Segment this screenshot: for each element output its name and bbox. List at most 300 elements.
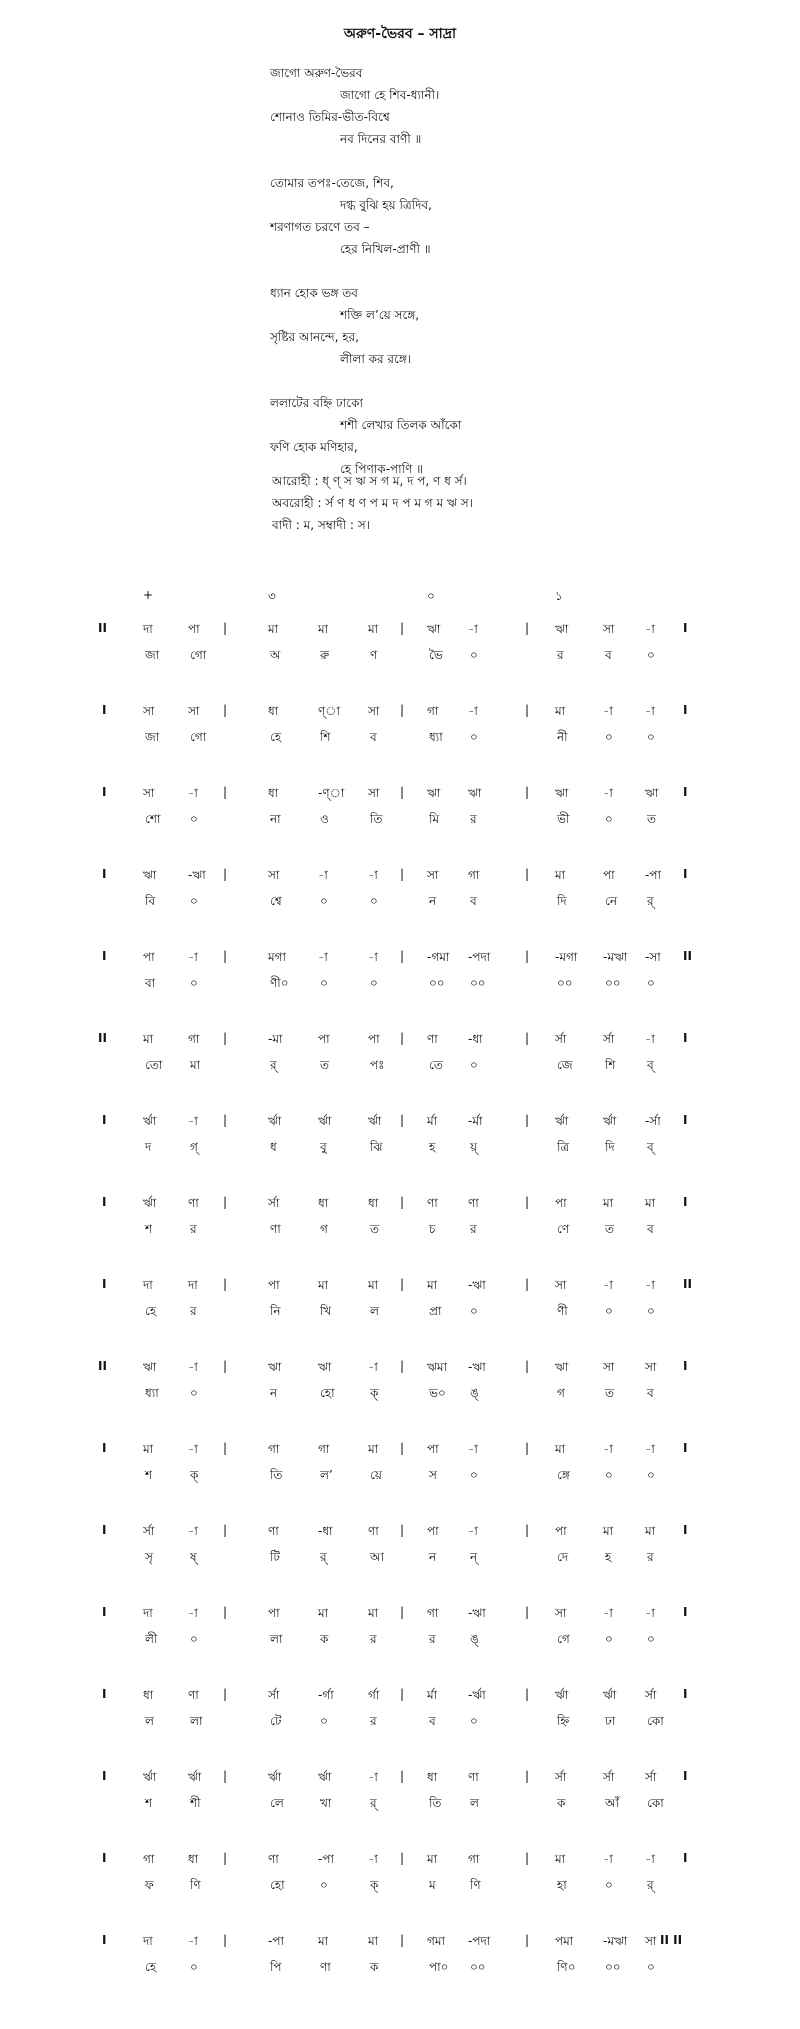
swara-note: পা [368, 1032, 380, 1046]
bar-line-end: I [683, 785, 688, 799]
lyric-syllable: তি [270, 1468, 283, 1482]
swara-note: -া [645, 704, 655, 718]
vibhag-separator: | [400, 703, 405, 717]
lyric-syllable: ০ [647, 1960, 655, 1974]
tala-marker: ৩ [268, 589, 276, 603]
swara-note: র্সা [603, 1032, 615, 1046]
swara-note: ধা [268, 704, 279, 718]
notation-row [0, 615, 800, 675]
swara-note: দা [188, 1278, 198, 1292]
lyric-syllable: কো [647, 1796, 664, 1810]
lyric-syllable: ত [605, 1222, 615, 1236]
lyric-syllable: ক [320, 1632, 329, 1646]
swara-note: ধা [318, 1196, 329, 1210]
lyric-syllable: র [190, 1304, 197, 1318]
swara-note: গা [143, 1852, 155, 1866]
lyric-line: জাগো হে শিব-ধ্যানী। [340, 88, 440, 102]
swara-note: মা [555, 868, 566, 882]
bar-line-start: I [102, 1605, 107, 1619]
lyric-syllable: ন [270, 1386, 278, 1400]
lyric-syllable: ধ্যা [429, 730, 443, 744]
bar-line-start: I [102, 1851, 107, 1865]
swara-note: -া [645, 622, 655, 636]
swara-note: র্ঋা [268, 1114, 282, 1128]
swara-note: ঋা [645, 786, 659, 800]
lyric-syllable: ০ [190, 1960, 198, 1974]
lyric-syllable: র [370, 1714, 377, 1728]
lyric-syllable: ণী [557, 1304, 568, 1318]
vibhag-separator: | [223, 1769, 228, 1783]
swara-note: গা [427, 1606, 439, 1620]
bar-line-start: I [102, 1113, 107, 1127]
vibhag-separator: | [400, 1113, 405, 1127]
swara-note: র্মা [427, 1688, 438, 1702]
bar-line-start: II [98, 1031, 107, 1045]
bar-line-start: I [102, 703, 107, 717]
swara-note: -ঋা [188, 868, 206, 882]
swara-note: ঋা [555, 622, 569, 636]
swara-note: -র্সা [645, 1114, 661, 1128]
swara-note: -া [188, 1114, 198, 1128]
lyric-syllable: ঝি [370, 1140, 383, 1154]
lyric-syllable: ক্ [370, 1878, 379, 1892]
swara-note: মা [268, 622, 279, 636]
lyric-syllable: দ [145, 1140, 152, 1154]
swara-note: -া [368, 868, 378, 882]
swara-note: মা [645, 1524, 656, 1538]
swara-note: -া [188, 1360, 198, 1374]
lyric-syllable: ণ [370, 648, 378, 662]
lyric-syllable: ০ [470, 648, 478, 662]
lyric-syllable: ০ [320, 976, 328, 990]
lyric-syllable: ণী০ [270, 976, 289, 990]
notation-row [0, 779, 800, 839]
vibhag-separator: | [223, 1359, 228, 1373]
swara-note: -া [368, 950, 378, 964]
vibhag-separator: | [400, 1277, 405, 1291]
lyric-syllable: ০ [605, 812, 613, 826]
lyric-syllable: ণা [270, 1222, 281, 1236]
swara-note: গা [427, 704, 439, 718]
notation-row [0, 1271, 800, 1331]
vibhag-separator: | [223, 1605, 228, 1619]
bar-line-end: I [683, 1359, 688, 1373]
lyric-syllable: বু [320, 1140, 327, 1154]
lyric-syllable: ব্ [647, 1140, 654, 1154]
bar-line-start: I [102, 1441, 107, 1455]
vibhag-separator: | [400, 1441, 405, 1455]
swara-note: -া [645, 1032, 655, 1046]
lyric-syllable: না [270, 812, 281, 826]
vibhag-separator: | [525, 1031, 530, 1045]
bar-line-start: I [102, 1769, 107, 1783]
bar-line-end: II [683, 1277, 692, 1291]
lyric-syllable: হ [429, 1140, 436, 1154]
lyric-syllable: ০ [470, 1714, 478, 1728]
lyric-syllable: ০ [370, 894, 378, 908]
lyric-syllable: ০ [190, 976, 198, 990]
notation-row [0, 1681, 800, 1741]
bar-line-start: I [102, 1687, 107, 1701]
lyric-syllable: র [190, 1222, 197, 1236]
swara-note: -া [368, 1770, 378, 1784]
swara-note: -া [368, 1852, 378, 1866]
lyric-syllable: র [647, 1550, 654, 1564]
lyric-syllable: র [557, 648, 564, 662]
vibhag-separator: | [223, 1523, 228, 1537]
swara-note: সা [368, 786, 380, 800]
lyric-syllable: শি [605, 1058, 616, 1072]
swara-note: মা [555, 1442, 566, 1456]
lyric-syllable: তে [429, 1058, 443, 1072]
bar-line-start: II [98, 1359, 107, 1373]
vibhag-separator: | [400, 1359, 405, 1373]
vibhag-separator: | [525, 1933, 530, 1947]
lyric-syllable: ব [605, 648, 612, 662]
swara-note: সা [555, 1606, 567, 1620]
lyric-syllable: ব [370, 730, 377, 744]
vibhag-separator: | [525, 867, 530, 881]
vibhag-separator: | [525, 621, 530, 635]
lyric-syllable: লা [190, 1714, 203, 1728]
vibhag-separator: | [223, 785, 228, 799]
vibhag-separator: | [525, 1851, 530, 1865]
vibhag-separator: | [223, 1113, 228, 1127]
lyric-syllable: র্ [647, 894, 654, 908]
vibhag-separator: | [400, 621, 405, 635]
vibhag-separator: | [525, 1769, 530, 1783]
lyric-syllable: র্ [270, 1058, 277, 1072]
swara-note: -পদা [468, 1934, 491, 1948]
swara-note: র্ঋা [143, 1196, 157, 1210]
swara-note: -পা [645, 868, 661, 882]
swara-note: ধা [268, 786, 279, 800]
swara-note: ঋা [427, 622, 441, 636]
swara-note: ধা [368, 1196, 379, 1210]
swara-note: র্ঋা [368, 1114, 382, 1128]
lyric-syllable: টে [270, 1714, 282, 1728]
swara-note: ধা [188, 1852, 199, 1866]
notation-row [0, 1599, 800, 1659]
lyric-syllable: ০০ [429, 976, 445, 990]
swara-note: মা [318, 1278, 329, 1292]
swara-note: র্সা [555, 1770, 567, 1784]
swara-note: -র্ঋা [468, 1688, 486, 1702]
swara-note: গা [468, 868, 480, 882]
swara-note: -গমা [427, 950, 450, 964]
swara-note: ঋা [555, 1360, 569, 1374]
swara-note: -ঋা [468, 1606, 486, 1620]
lyric-syllable: হা [557, 1878, 567, 1892]
swara-note: ঋা [427, 786, 441, 800]
notation-row [0, 697, 800, 757]
bar-line-end: I [683, 703, 688, 717]
swara-note: গমা [427, 1934, 446, 1948]
lyric-syllable: ল [370, 1304, 379, 1318]
swara-note: ঋা [468, 786, 482, 800]
lyric-syllable: ০ [605, 1468, 613, 1482]
swara-note: মা [603, 1196, 614, 1210]
lyric-syllable: লী [145, 1632, 158, 1646]
vibhag-separator: | [223, 1031, 228, 1045]
lyric-syllable: ব [647, 1222, 654, 1236]
lyric-syllable: নী [557, 730, 568, 744]
lyric-syllable: শ্বে [270, 894, 282, 908]
lyric-syllable: খি [320, 1304, 332, 1318]
swara-note: মা [368, 1278, 379, 1292]
swara-note: র্ঋা [555, 1688, 569, 1702]
vibhag-separator: | [400, 785, 405, 799]
swara-note: ণা [268, 1852, 279, 1866]
bar-line-start: I [102, 1933, 107, 1947]
swara-note: ণা [468, 1770, 479, 1784]
lyric-syllable: ত [370, 1222, 380, 1236]
lyric-syllable: ০০ [557, 976, 573, 990]
swara-note: ণা [188, 1688, 199, 1702]
bar-line-end: I [683, 1851, 688, 1865]
lyric-syllable: আ [370, 1550, 384, 1564]
notation-row [0, 861, 800, 921]
swara-note: মা [318, 1606, 329, 1620]
vibhag-separator: | [223, 1851, 228, 1865]
swara-note: -ঋা [468, 1278, 486, 1292]
vibhag-separator: | [525, 1359, 530, 1373]
lyric-line: হে পিণাক-পাণি ॥ [340, 462, 423, 476]
lyric-syllable: ত [320, 1058, 330, 1072]
tala-marker: + [143, 588, 154, 602]
lyric-syllable: র্ [320, 1550, 327, 1564]
lyric-syllable: প্রা [429, 1304, 442, 1318]
lyric-syllable: ফ [145, 1878, 154, 1892]
lyric-line: হের নিখিল-প্রাণী ॥ [340, 242, 431, 256]
swara-note: -ঋা [468, 1360, 486, 1374]
swara-note: গা [188, 1032, 200, 1046]
lyric-syllable: ভৈ [429, 648, 443, 662]
lyric-syllable: পা০ [429, 1960, 449, 1974]
swara-note: র্ঋা [188, 1770, 202, 1784]
swara-note: -া [603, 786, 613, 800]
swara-note: র্সা [555, 1032, 567, 1046]
vibhag-separator: | [525, 785, 530, 799]
lyric-syllable: পঃ [370, 1058, 385, 1072]
swara-note: -া [188, 786, 198, 800]
swara-note: -সা [645, 950, 661, 964]
lyric-syllable: হ্নি [557, 1714, 570, 1728]
lyric-syllable: ০ [605, 1304, 613, 1318]
swara-note: -া [645, 1606, 655, 1620]
lyric-syllable: ণি [190, 1878, 201, 1892]
swara-note: সা [645, 1360, 657, 1374]
vibhag-separator: | [223, 1687, 228, 1701]
lyric-syllable: ০০ [470, 976, 486, 990]
lyric-syllable: ক [557, 1796, 566, 1810]
lyric-syllable: দি [605, 1140, 615, 1154]
lyric-syllable: কো [647, 1714, 664, 1728]
vibhag-separator: | [223, 1195, 228, 1209]
swara-note: মা [427, 1852, 438, 1866]
swara-note: ণা [468, 1196, 479, 1210]
vibhag-separator: | [400, 1851, 405, 1865]
lyric-syllable: র্ [370, 1796, 377, 1810]
lyric-syllable: ০ [647, 1304, 655, 1318]
lyric-syllable: ণি [470, 1878, 481, 1892]
lyric-syllable: নে [605, 894, 618, 908]
lyric-line: শোনাও তিমির-ভীত-বিশ্বে [270, 110, 390, 124]
swara-note: পা [555, 1524, 567, 1538]
lyric-syllable: ন [429, 1550, 437, 1564]
song-title: অরুণ-ভৈরব – সাদ্রা [343, 26, 457, 42]
lyric-line: শক্তি ল’য়ে সঙ্গে, [340, 308, 420, 322]
lyric-syllable: ক [370, 1960, 379, 1974]
lyric-syllable: শ [145, 1796, 153, 1810]
bar-line-end: I [683, 1031, 688, 1045]
swara-note: র্সা [143, 1524, 155, 1538]
swara-note: -র্গা [318, 1688, 334, 1702]
lyric-syllable: ঢা [605, 1714, 616, 1728]
lyric-syllable: ০০ [470, 1960, 486, 1974]
lyric-line: জাগো অরুণ-ভৈরব [270, 66, 363, 80]
lyric-syllable: ধ [270, 1140, 277, 1154]
swara-note: র্মা [427, 1114, 438, 1128]
lyric-line: সৃষ্টির আনন্দে, হর, [270, 330, 359, 344]
swara-note: ধা [427, 1770, 438, 1784]
swara-note: -ধা [318, 1524, 333, 1538]
swara-note: সা [268, 868, 280, 882]
avaroha-line: অবরোহী : র্স ণ ধ ণ প ম দ প ম গ ম ঋ স। [272, 496, 473, 510]
lyric-syllable: দি [557, 894, 567, 908]
vadi-samvadi-line: বাদী : ম, সম্বাদী : স। [272, 518, 370, 532]
lyric-syllable: ০০ [605, 1960, 621, 1974]
vibhag-separator: | [525, 1687, 530, 1701]
vibhag-separator: | [525, 1441, 530, 1455]
bar-line-end: I [683, 621, 688, 635]
vibhag-separator: | [525, 703, 530, 717]
vibhag-separator: | [400, 1933, 405, 1947]
swara-note: -মঋা [603, 950, 628, 964]
lyric-line: তোমার তপঃ-তেজে, শিব, [270, 176, 394, 190]
swara-note: -া [645, 1852, 655, 1866]
notation-row [0, 1435, 800, 1495]
lyric-syllable: আঁ [605, 1796, 619, 1810]
lyric-line: শরণাগত চরণে তব – [270, 220, 370, 234]
lyric-syllable: ০ [470, 1468, 478, 1482]
swara-note: -পা [268, 1934, 284, 1948]
lyric-syllable: ০ [470, 1058, 478, 1072]
lyric-syllable: গ [320, 1222, 328, 1236]
swara-note: র্সা [603, 1770, 615, 1784]
vibhag-separator: | [223, 703, 228, 717]
lyric-syllable: ০ [605, 1632, 613, 1646]
lyrics-block [270, 62, 600, 480]
lyric-syllable: ল [145, 1714, 154, 1728]
swara-note: -া [468, 1442, 478, 1456]
notation-row [0, 1845, 800, 1905]
lyric-syllable: বা [145, 976, 156, 990]
lyric-syllable: ০ [470, 1304, 478, 1318]
swara-note: -া [603, 1606, 613, 1620]
swara-note: -া [318, 868, 328, 882]
swara-note: র্ঋা [318, 1114, 332, 1128]
vibhag-separator: | [223, 867, 228, 881]
lyric-syllable: ০০ [605, 976, 621, 990]
swara-note: দা [143, 1606, 153, 1620]
swara-note: গা [268, 1442, 280, 1456]
lyric-syllable: ও [320, 812, 329, 826]
lyric-syllable: শি [320, 730, 331, 744]
lyric-syllable: য়ে [370, 1468, 382, 1482]
swara-note: পা [268, 1278, 280, 1292]
lyric-syllable: হে [145, 1304, 157, 1318]
lyric-line: দগ্ধ বুঝি হয় ত্রিদিব, [340, 198, 432, 212]
lyric-syllable: ০ [320, 1714, 328, 1728]
swara-note: মা [368, 1934, 379, 1948]
lyric-syllable: স [429, 1468, 437, 1482]
swara-note: মা [603, 1524, 614, 1538]
bar-line-end: I [683, 1195, 688, 1209]
vibhag-separator: | [400, 1031, 405, 1045]
lyric-syllable: ল [470, 1796, 479, 1810]
swara-note: র্গা [368, 1688, 380, 1702]
lyric-syllable: চ [429, 1222, 436, 1236]
lyric-syllable: ত [647, 812, 657, 826]
lyric-syllable: ০ [190, 1386, 198, 1400]
lyric-syllable: ক্ [190, 1468, 199, 1482]
lyric-syllable: ০ [190, 894, 198, 908]
swara-note: -মগা [555, 950, 578, 964]
bar-line-end: I [683, 867, 688, 881]
vibhag-separator: | [525, 1523, 530, 1537]
swara-note: মা [318, 622, 329, 636]
vibhag-separator: | [525, 1605, 530, 1619]
swara-note: সা [143, 786, 155, 800]
lyric-syllable: ০ [190, 812, 198, 826]
swara-note: -মা [268, 1032, 283, 1046]
lyric-syllable: ০ [605, 1878, 613, 1892]
swara-note: -া [368, 1360, 378, 1374]
swara-note: -া [188, 1934, 198, 1948]
notation-row [0, 1927, 800, 1987]
swara-note: ণা [268, 1524, 279, 1538]
swara-note: মা [143, 1442, 154, 1456]
lyric-syllable: ০ [647, 976, 655, 990]
lyric-syllable: রু [320, 648, 330, 662]
bar-line-start: I [102, 867, 107, 881]
swara-note: র্সা [645, 1770, 657, 1784]
swara-note: র্ঋা [318, 1770, 332, 1784]
swara-note: দা [143, 622, 153, 636]
swara-note: ঋা [143, 868, 157, 882]
swara-note: ঋা [555, 786, 569, 800]
lyric-syllable: ঙ্ [470, 1386, 479, 1400]
swara-note: দা [143, 1278, 153, 1292]
swara-note: -মঋা [603, 1934, 628, 1948]
lyric-syllable: ঙ্ [470, 1632, 479, 1646]
swara-note: -া [468, 1524, 478, 1538]
lyric-syllable: গো [190, 648, 207, 662]
lyric-syllable: ভী [557, 812, 570, 826]
lyric-syllable: ০ [470, 730, 478, 744]
lyric-line: শশী লেখার তিলক আঁকো [340, 418, 462, 432]
vibhag-separator: | [400, 1687, 405, 1701]
lyric-syllable: ন [429, 894, 437, 908]
lyric-syllable: ব [470, 894, 477, 908]
swara-note: ণা [368, 1524, 379, 1538]
lyric-syllable: ক্ [370, 1386, 379, 1400]
vibhag-separator: | [400, 1769, 405, 1783]
bar-line-end: I [683, 1523, 688, 1537]
swara-note: ধা [143, 1688, 154, 1702]
swara-note: -া [603, 1442, 613, 1456]
